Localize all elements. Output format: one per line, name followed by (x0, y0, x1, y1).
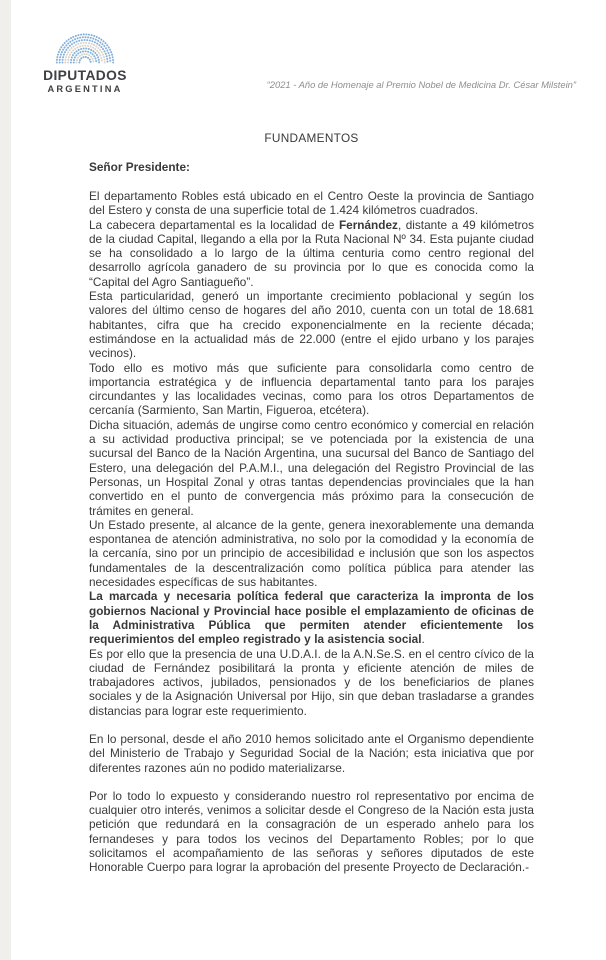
page-left-edge (0, 0, 11, 960)
paragraph: El departamento Robles está ubicado en el Centro Oeste la provincia de Santiago del Estero y consta de una superficie total de 1.424 kilómetros cuadrados. (89, 189, 534, 218)
paragraph: Por lo todo lo expuesto y considerando nuestro rol representativo por encima de cualquier otro interés, venimos a solicitar desde el Congreso de la Nación esta justa petición que redundará en la consagración de un esperado anhelo para los fernandeses y para todos los vecinos del Departamento Robles; por lo que solicitamos el acompañamiento de las señoras y señores diputados de este Honorable Cuerpo para lograr la aprobación del presente Proyecto de Declaración.- (89, 788, 534, 875)
paragraph: Esta particularidad, generó un importante crecimiento poblacional y según los valores del último censo de hogares del año 2010, cuenta con un total de 18.681 habitantes, cifra que ha crecido exponencialmente en la reciente década; estimándose en la actualidad más de 22.000 (entre el ejido urbano y los parajes vecinos). (89, 289, 534, 361)
logo-subtitle: ARGENTINA (47, 84, 123, 94)
paragraphs-container (89, 189, 534, 875)
logo-title: DIPUTADOS (43, 68, 127, 83)
paragraph: La marcada y necesaria política federal que caracteriza la impronta de los gobiernos Nacional y Provincial hace posible el emplazamiento de oficinas de la Administrativa Pública que permiten atender eficientemente los requerimientos del empleo registrado y la asistencia social. (89, 589, 534, 647)
paragraph: Dicha situación, además de ungirse como centro económico y comercial en relación a su actividad productiva principal; se ve potenciada por la existencia de una sucursal del Banco de la Nación Argentina, una sucursal del Banco de Santiago del Estero, una delegación del P.A.M.I., una delegación del Registro Provincial de las Personas, un Hospital Zonal y otras tantas dependencias provinciales que la han convertido en el punto de convergencia más próximo para la consecución de trámites en general. (89, 417, 534, 518)
salutation: Señor Presidente: (89, 160, 190, 174)
paragraph: La cabecera departamental es la localidad de Fernández, distante a 49 kilómetros de la ciudad Capital, llegando a ella por la Ruta Nacional Nº 34. Esta pujante ciudad se ha consolidado a lo largo de la última centuria como centro regional del desarrollo agrícola ganadero de su provincia por lo que es conocida como la “Capital del Agro Santiagueño”. (89, 217, 534, 289)
hemicycle-icon (54, 30, 116, 66)
year-motto: “2021 - Año de Homenaje al Premio Nobel de Medicina Dr. César Milstein” (266, 79, 576, 90)
paragraph: Todo ello es motivo más que suficiente para consolidarla como centro de importancia estratégica y de influencia departamental tanto para los parajes circundantes y las localidades vecinas, como para los otros Departamentos de cercanía (Sarmiento, San Martin, Figueroa, etcétera). (89, 360, 534, 418)
document-title: FUNDAMENTOS (264, 131, 359, 145)
diputados-logo (42, 30, 128, 94)
paragraph: En lo personal, desde el año 2010 hemos solicitado ante el Organismo dependiente del Ministerio de Trabajo y Seguridad Social de la Nación; esta iniciativa que por diferentes razones aún no podido materializarse. (89, 731, 534, 775)
document-body (89, 131, 534, 875)
paragraph: Es por ello que la presencia de una U.D.A.I. de la A.N.Se.S. en el centro cívico de la ciudad de Fernández posibilitará la pronta y eficiente atención de miles de trabajadores activos, jubilados, pensionados y de los beneficiarios de planes sociales y de la Asignación Universal por Hijo, sin que deban trasladarse a grandes distancias para lograr este requerimiento. (89, 646, 534, 718)
paragraph: Un Estado presente, al alcance de la gente, genera inexorablemente una demanda espontanea de atención administrativa, no solo por la comodidad y la economía de la cercanía, sino por un principio de accesibilidad e inclusión que son los aspectos fundamentales de la descentralización como política pública para atender las necesidades específicas de sus habitantes. (89, 517, 534, 590)
